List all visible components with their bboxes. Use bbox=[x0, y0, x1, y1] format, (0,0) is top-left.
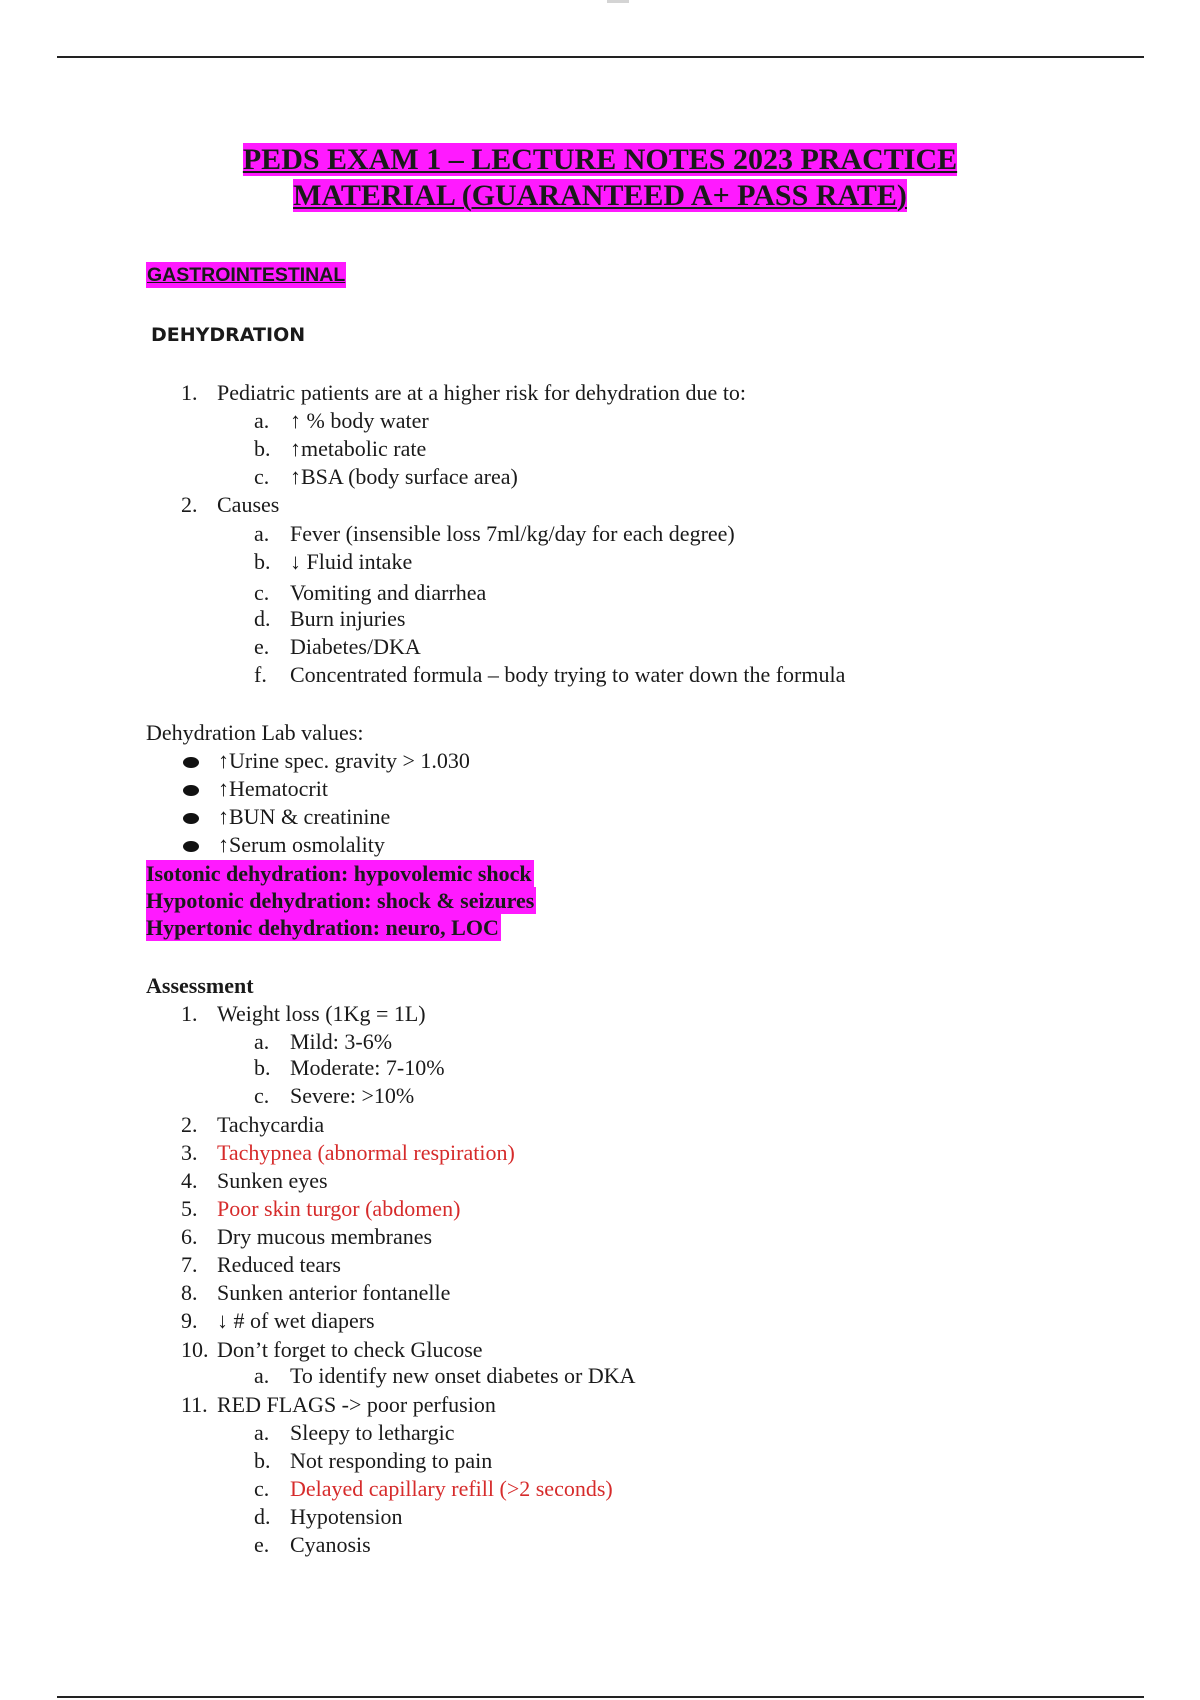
list-number: 7. bbox=[181, 1252, 198, 1277]
sub-letter: f. bbox=[254, 662, 267, 687]
sub-item: Mild: 3-6% bbox=[290, 1029, 393, 1054]
sub-item: Hypotension bbox=[290, 1504, 403, 1529]
list-number: 6. bbox=[181, 1224, 198, 1249]
sub-item: Not responding to pain bbox=[290, 1448, 493, 1473]
highlight-isotonic: Isotonic dehydration: hypovolemic shock bbox=[146, 861, 532, 886]
list-item: Pediatric patients are at a higher risk for dehydration due to: bbox=[217, 380, 747, 405]
highlight-hypertonic: Hypertonic dehydration: neuro, LOC bbox=[146, 915, 499, 940]
list-item-red: Tachypnea (abnormal respiration) bbox=[217, 1140, 515, 1165]
list-item: Sunken anterior fontanelle bbox=[217, 1280, 451, 1305]
sub-item: ↑BSA (body surface area) bbox=[290, 464, 518, 489]
sub-letter: a. bbox=[254, 1420, 270, 1445]
list-number: 2. bbox=[181, 492, 198, 517]
sub-item: Cyanosis bbox=[290, 1532, 371, 1557]
list-item: Dry mucous membranes bbox=[217, 1224, 433, 1249]
sub-item: ↑ % body water bbox=[290, 408, 429, 433]
bullet-icon bbox=[183, 841, 199, 852]
list-number: 2. bbox=[181, 1112, 198, 1137]
sub-letter: d. bbox=[254, 606, 271, 631]
list-item: Reduced tears bbox=[217, 1252, 341, 1277]
list-item: Weight loss (1Kg = 1L) bbox=[217, 1001, 426, 1026]
bottom-rule bbox=[57, 1696, 1144, 1698]
bullet-icon bbox=[183, 785, 199, 796]
sub-letter: a. bbox=[254, 521, 270, 546]
page-top-mark bbox=[607, 0, 629, 3]
sub-letter: a. bbox=[254, 408, 270, 433]
sub-item: Vomiting and diarrhea bbox=[290, 580, 487, 605]
sub-item: Fever (insensible loss 7ml/kg/day for each degree) bbox=[290, 521, 735, 546]
list-item: ↓ # of wet diapers bbox=[217, 1308, 375, 1333]
sub-item: Concentrated formula – body trying to water down the formula bbox=[290, 662, 846, 687]
assessment-heading: Assessment bbox=[146, 973, 254, 998]
sub-letter: a. bbox=[254, 1363, 270, 1388]
list-number: 1. bbox=[181, 1001, 198, 1026]
sub-item: Severe: >10% bbox=[290, 1083, 415, 1108]
sub-letter: b. bbox=[254, 549, 271, 574]
sub-letter: b. bbox=[254, 1448, 271, 1473]
title-line-1: PEDS EXAM 1 – LECTURE NOTES 2023 PRACTICE bbox=[242, 143, 958, 176]
sub-letter: b. bbox=[254, 1055, 271, 1080]
lab-bullet-item: ↑Serum osmolality bbox=[218, 832, 385, 857]
sub-item: Moderate: 7-10% bbox=[290, 1055, 445, 1080]
sub-item: ↓ Fluid intake bbox=[290, 549, 413, 574]
list-item-red: Poor skin turgor (abdomen) bbox=[217, 1196, 461, 1221]
title-line-2: MATERIAL (GUARANTEED A+ PASS RATE) bbox=[293, 179, 907, 212]
sub-letter: b. bbox=[254, 436, 271, 461]
sub-item: ↑metabolic rate bbox=[290, 436, 427, 461]
dehydration-heading: DEHYDRATION bbox=[151, 324, 306, 346]
sub-letter: e. bbox=[254, 634, 270, 659]
sub-item: To identify new onset diabetes or DKA bbox=[290, 1363, 636, 1388]
section-heading-gastrointestinal: GASTROINTESTINAL bbox=[147, 264, 346, 286]
bullet-icon bbox=[183, 813, 199, 824]
lab-values-heading: Dehydration Lab values: bbox=[146, 720, 364, 745]
sub-letter: a. bbox=[254, 1029, 270, 1054]
sub-letter: c. bbox=[254, 464, 270, 489]
top-rule bbox=[57, 56, 1144, 58]
sub-letter: c. bbox=[254, 1476, 270, 1501]
lab-bullet-item: ↑BUN & creatinine bbox=[218, 804, 391, 829]
sub-item-red: Delayed capillary refill (>2 seconds) bbox=[290, 1476, 613, 1501]
lab-bullet-item: ↑Urine spec. gravity > 1.030 bbox=[218, 748, 470, 773]
sub-item: Sleepy to lethargic bbox=[290, 1420, 455, 1445]
list-item: Tachycardia bbox=[217, 1112, 325, 1137]
list-number: 8. bbox=[181, 1280, 198, 1305]
list-number: 4. bbox=[181, 1168, 198, 1193]
sub-letter: d. bbox=[254, 1504, 271, 1529]
list-item: Causes bbox=[217, 492, 280, 517]
list-number: 5. bbox=[181, 1196, 198, 1221]
list-item: Don’t forget to check Glucose bbox=[217, 1337, 483, 1362]
sub-item: Burn injuries bbox=[290, 606, 406, 631]
list-number: 3. bbox=[181, 1140, 198, 1165]
list-item: Sunken eyes bbox=[217, 1168, 328, 1193]
page-title bbox=[200, 142, 1000, 214]
list-number: 1. bbox=[181, 380, 198, 405]
sub-letter: e. bbox=[254, 1532, 270, 1557]
sub-item: Diabetes/DKA bbox=[290, 634, 421, 659]
sub-letter: c. bbox=[254, 580, 270, 605]
sub-letter: c. bbox=[254, 1083, 270, 1108]
highlight-hypotonic: Hypotonic dehydration: shock & seizures bbox=[146, 888, 535, 913]
list-item: RED FLAGS -> poor perfusion bbox=[217, 1392, 496, 1417]
list-number: 10. bbox=[181, 1337, 209, 1362]
list-number: 9. bbox=[181, 1308, 198, 1333]
bullet-icon bbox=[183, 757, 199, 768]
list-number: 11. bbox=[181, 1392, 208, 1417]
lab-bullet-item: ↑Hematocrit bbox=[218, 776, 328, 801]
